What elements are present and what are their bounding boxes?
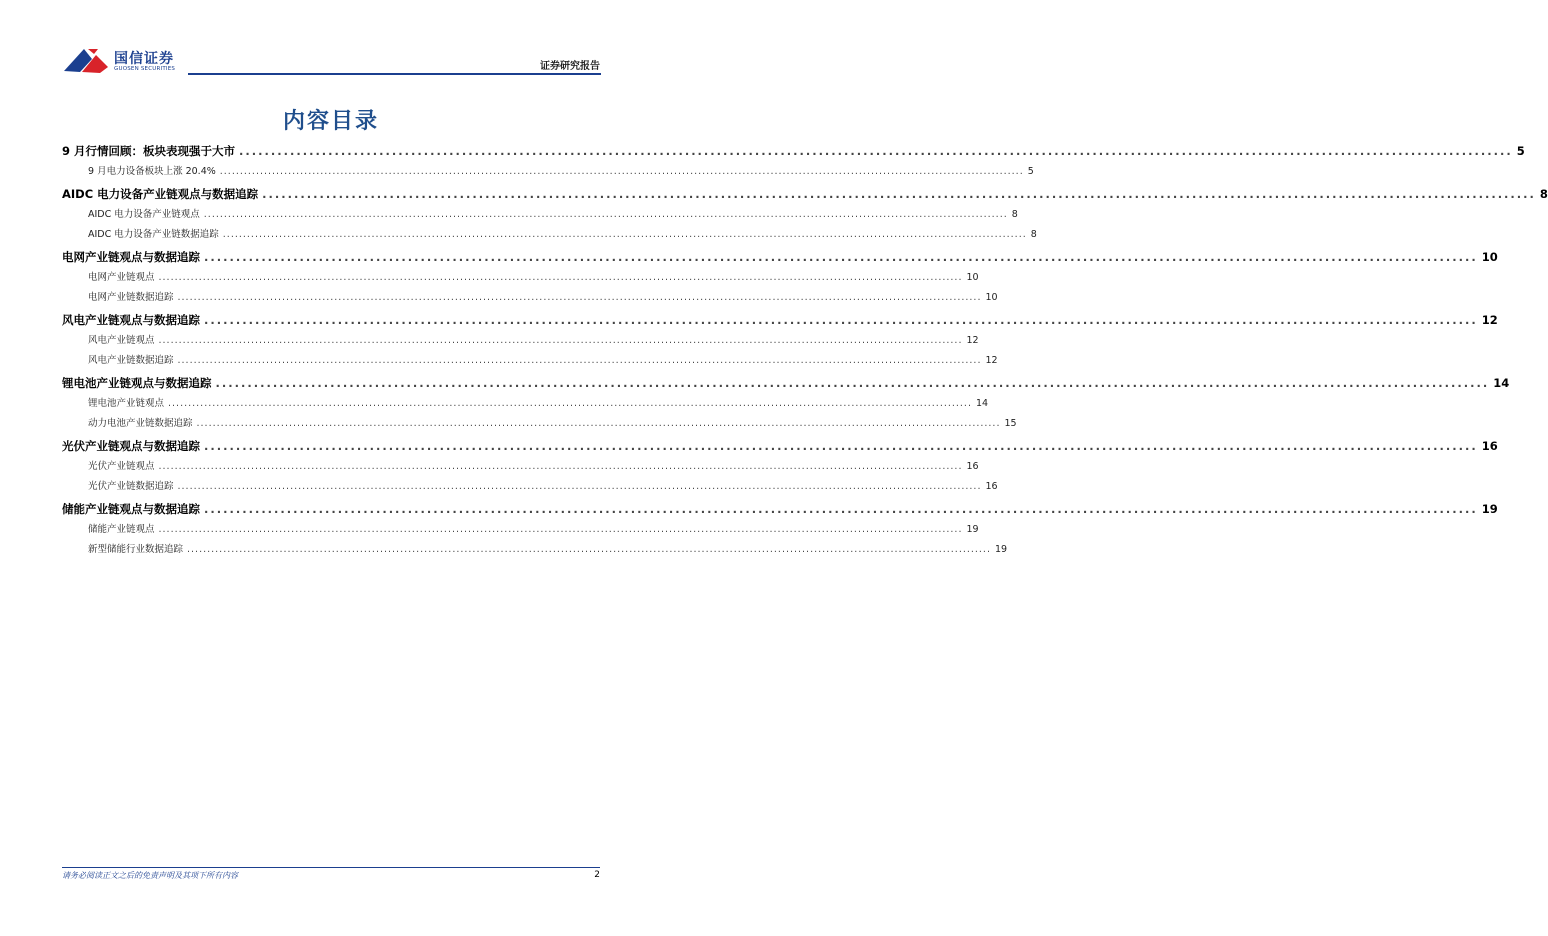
toc-subsection-link[interactable] <box>62 332 979 352</box>
toc-subsection-link[interactable] <box>62 395 989 415</box>
page-header <box>0 0 662 80</box>
guosen-logo-icon <box>62 45 110 75</box>
toc-leader-dots: ........................................................................................................................................................................................................ <box>204 313 1478 327</box>
toc-entry-title: 9 月电力设备板块上涨 20.4% <box>88 166 216 177</box>
toc-leader-dots: ........................................................................................................................................................................................................ <box>203 209 1008 220</box>
toc-entry-page: 16 <box>985 481 998 492</box>
toc-entry-page: 12 <box>966 335 979 346</box>
toc-entry-page: 14 <box>975 398 989 409</box>
toc-entry-title: 风电产业链观点 <box>88 335 155 346</box>
toc-leader-dots: ........................................................................................................................................................................................................ <box>204 250 1478 264</box>
toc-subsection-link[interactable] <box>62 415 1017 435</box>
logo-english-name: GUOSEN SECURITIES <box>114 66 176 72</box>
toc-entry-title: 新型储能行业数据追踪 <box>88 544 184 555</box>
toc-subsection-link[interactable] <box>62 521 979 541</box>
page-number: 2 <box>594 870 600 880</box>
toc-leader-dots: ........................................................................................................................................................................................................ <box>222 229 1027 240</box>
report-type-label: 证券研究报告 <box>540 61 600 72</box>
toc-subsection-link[interactable] <box>62 163 1034 183</box>
toc-entry-title: 储能产业链观点 <box>88 524 155 535</box>
toc-entry-title: 光伏产业链数据追踪 <box>88 481 174 492</box>
toc-entry-page: 10 <box>985 292 998 303</box>
toc-section-link[interactable] <box>62 249 1498 269</box>
toc-entry-title: 锂电池产业链观点与数据追踪 <box>62 376 212 390</box>
toc-subsection-link[interactable] <box>62 269 979 289</box>
toc-title: 内容目录 <box>282 109 379 134</box>
toc-entry-title: 光伏产业链观点 <box>88 461 155 472</box>
toc-leader-dots: ........................................................................................................................................................................................................ <box>168 398 972 409</box>
toc-leader-dots: ........................................................................................................................................................................................................ <box>177 481 982 492</box>
toc-section-link[interactable] <box>62 438 1498 458</box>
toc-leader-dots: ........................................................................................................................................................................................................ <box>219 166 1024 177</box>
toc-entry-page: 5 <box>1516 144 1525 158</box>
header-divider <box>188 73 601 75</box>
toc-leader-dots: ........................................................................................................................................................................................................ <box>158 524 963 535</box>
toc-entry-page: 8 <box>1011 209 1018 220</box>
guosen-logo <box>62 45 192 77</box>
toc-entry-page: 16 <box>1481 439 1498 453</box>
toc-entry-page: 10 <box>966 272 979 283</box>
toc-entry-title: 锂电池产业链观点 <box>88 398 165 409</box>
toc-leader-dots: ........................................................................................................................................................................................................ <box>187 544 991 555</box>
logo-chinese-name: 国信证券 <box>114 51 174 67</box>
toc-entry-page: 14 <box>1493 376 1510 390</box>
toc-subsection-link[interactable] <box>62 478 998 498</box>
toc-entry-title: 风电产业链数据追踪 <box>88 355 174 366</box>
toc-entry-title: AIDC 电力设备产业链观点 <box>88 209 200 220</box>
toc-leader-dots: ........................................................................................................................................................................................................ <box>196 418 1001 429</box>
toc-leader-dots: ........................................................................................................................................................................................................ <box>262 187 1536 201</box>
footer-disclaimer: 请务必阅读正文之后的免责声明及其项下所有内容 <box>62 871 238 880</box>
toc-entry-page: 19 <box>994 544 1008 555</box>
toc-entry-page: 15 <box>1004 418 1017 429</box>
toc-entry-page: 8 <box>1539 187 1548 201</box>
toc-leader-dots: ........................................................................................................................................................................................................ <box>177 355 982 366</box>
toc-entry-title: 光伏产业链观点与数据追踪 <box>62 439 200 453</box>
toc-section-link[interactable] <box>62 143 1525 163</box>
toc-entry-page: 12 <box>985 355 998 366</box>
toc-entry-title: 电网产业链数据追踪 <box>88 292 174 303</box>
toc-entry-title: AIDC 电力设备产业链数据追踪 <box>88 229 219 240</box>
toc-leader-dots: ........................................................................................................................................................................................................ <box>158 461 963 472</box>
toc-section-link[interactable] <box>62 312 1498 332</box>
toc-subsection-link[interactable] <box>62 458 979 478</box>
toc-subsection-link[interactable] <box>62 541 1008 561</box>
toc-entry-page: 10 <box>1481 250 1498 264</box>
toc-leader-dots: ........................................................................................................................................................................................................ <box>158 335 963 346</box>
toc-entry-page: 8 <box>1030 229 1037 240</box>
toc-section-link[interactable] <box>62 375 1510 395</box>
toc-entry-page: 19 <box>966 524 979 535</box>
toc-entry-title: 动力电池产业链数据追踪 <box>88 418 193 429</box>
toc-entry-title: 风电产业链观点与数据追踪 <box>62 313 200 327</box>
toc-entry-title: 电网产业链观点与数据追踪 <box>62 250 200 264</box>
footer-divider <box>62 867 600 868</box>
toc-leader-dots: ........................................................................................................................................................................................................ <box>239 144 1513 158</box>
toc-section-link[interactable] <box>62 501 1498 521</box>
toc-entry-page: 5 <box>1027 166 1034 177</box>
toc-subsection-link[interactable] <box>62 352 998 372</box>
toc-subsection-link[interactable] <box>62 226 1037 246</box>
toc-section-link[interactable] <box>62 186 1548 206</box>
toc-leader-dots: ........................................................................................................................................................................................................ <box>177 292 982 303</box>
toc-entry-title: 储能产业链观点与数据追踪 <box>62 502 200 516</box>
toc-entry-title: 9 月行情回顾：板块表现强于大市 <box>62 144 236 158</box>
toc-entry-page: 12 <box>1481 313 1498 327</box>
toc-entry-title: 电网产业链观点 <box>88 272 155 283</box>
toc-leader-dots: ........................................................................................................................................................................................................ <box>215 376 1490 390</box>
toc-subsection-link[interactable] <box>62 289 998 309</box>
toc-entry-page: 19 <box>1481 502 1498 516</box>
toc-subsection-link[interactable] <box>62 206 1018 226</box>
toc-leader-dots: ........................................................................................................................................................................................................ <box>204 502 1478 516</box>
toc-entry-page: 16 <box>966 461 979 472</box>
table-of-contents <box>62 140 1548 561</box>
toc-entry-title: AIDC 电力设备产业链观点与数据追踪 <box>62 187 259 201</box>
toc-leader-dots: ........................................................................................................................................................................................................ <box>204 439 1478 453</box>
toc-leader-dots: ........................................................................................................................................................................................................ <box>158 272 963 283</box>
